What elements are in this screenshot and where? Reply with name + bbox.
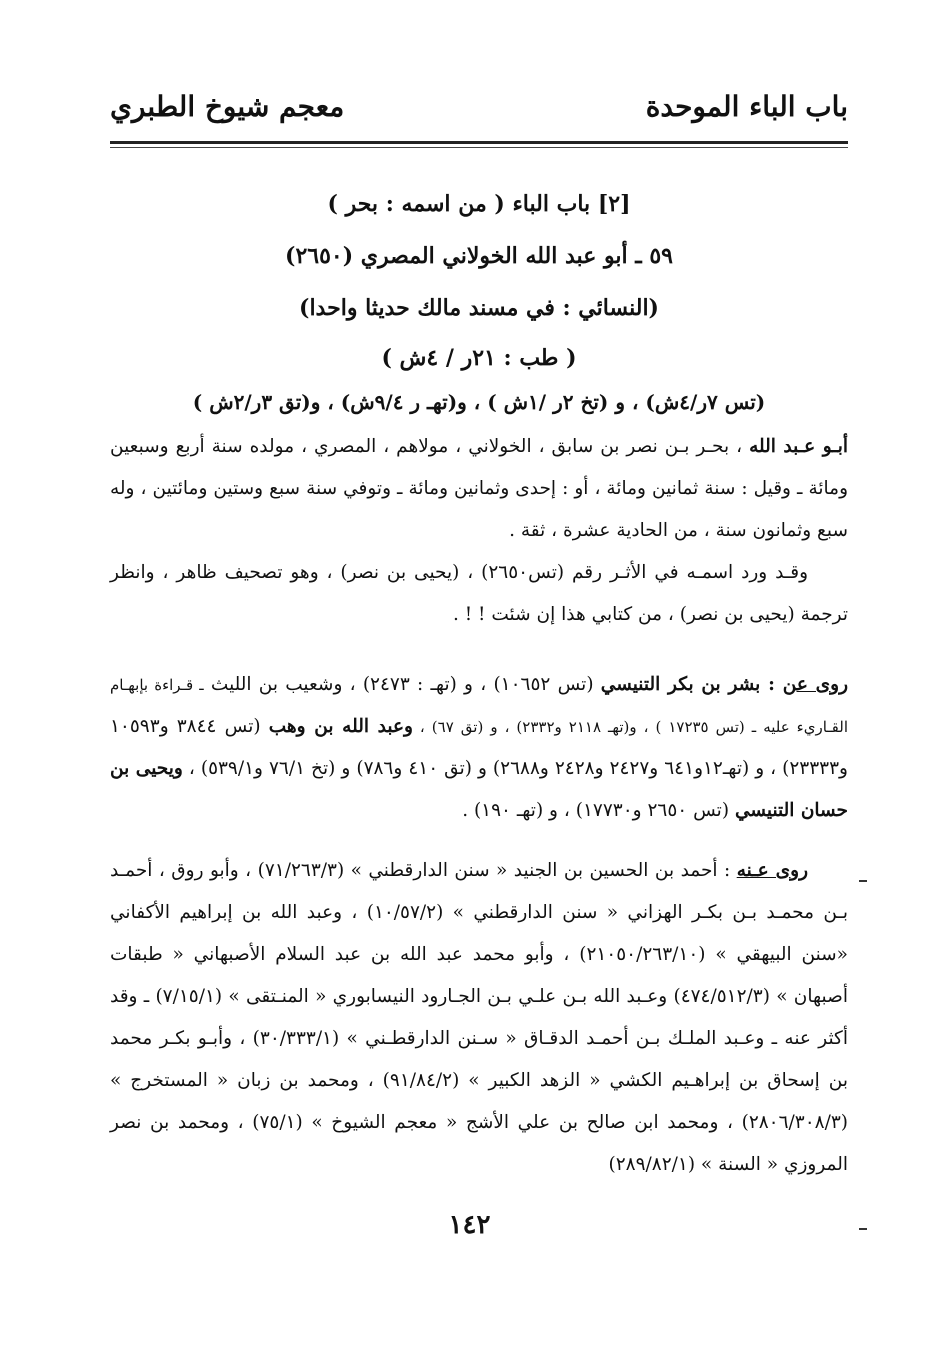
rawa-an-label: روى عن <box>782 674 849 695</box>
bio-text: ، بحـر بـن نصر بن سابق ، الخولاني ، مولاهم ، المصري ، مولده سنة أربع وسبعين ومائة ـ وقيل : سنة ثمانين ومائة ، أو : إحدى وثمانين ومائة ـ وتوفي سنة سبع وستين ومائتين ، وله سبع وثمانون سنة ، من الحادية عشرة ، ثقة . <box>110 436 848 541</box>
teacher-bishr: بشر بن بكر التنيسي <box>600 674 761 695</box>
rawa-anhu-text: : أحمد بن الحسين بن الجنيد « سنن الدارقطني » (٧١/٢٦٣/٣) ، وأبو روق ، أحمـد بـن محمـد بـن بكـر الهزاني « سنن الدارقطني » (١٠/٥٧/٢) ، وعبد الله بن إبراهيم الأكفاني «سنن البيهقي » (٢١٠٥٠/٢٦٣/١٠) ، وأبو محمد عبد الله بن عبد السلام الأصبهاني « طبقات أصبهان » (٤٧٤/٥١٢/٣) وعـبد الله بـن علـي بـن الجـارود النيسابوري « المنـتقى » (٧/١٥/١) ـ وقد أكثر عنه ـ وعـبد الملـك بـن أحمـد الدقـاق « سـنن الدارقطـني » (٣٠/٣٣٣/١) ، وأبـو بكـر محمد بن إسحاق بن إبراهـيم الكشي « الزهد الكبير » (٩١/٨٤/٢) ، ومحمد بن زبان « المستخرج » (٢٨٠٦/٣٠٨/٣) ، ومحمد ابن صالح بن علي الأشج « معجم الشيوخ » (٧٥/١) ، ومحمد بن نصر المروزي « السنة » (٢٨٩/٨٢/١) <box>110 860 848 1175</box>
teacher-ibn-wahb: وعبد الله بن وهب <box>268 716 413 737</box>
page-number: ١٤٢ <box>448 1210 491 1240</box>
nasai-note: (النسائي : في مسند مالك حديثا واحدا) <box>299 295 659 321</box>
header-book-title: معجم شيوخ الطبري <box>110 90 345 123</box>
bio-note: وقـد ورد اسمـه في الأثـر رقم (تس٢٦٥٠) ، (يحيى بن نصر) ، وهو تصحيف ظاهر ، وانظر ترجمة (يحيى بن نصر) ، من كتابي هذا إن شئت ! ! . <box>110 562 848 625</box>
rawa-an-text-1: (تس ١٠٦٥٢) ، و (تهـ : ٢٤٧٣) ، وشعيب بن الليث <box>210 674 601 695</box>
rawa-an-text-3: (تس ٣٨٤٤ و١٠٥٩٣ و٢٣٣٣٣) ، و (تهـ١٢و٦٤١ و٢٤٢٧ و٢٤٢٨ و٢٦٨٨) و (تق ٤١٠ و٧٨٦) و (تخ ٧٦/١ و٥٣٩/١) ، <box>110 716 848 779</box>
running-header <box>110 80 848 140</box>
entry-name: ٥٩ ـ أبو عبد الله الخولاني المصري (٢٦٥٠) <box>285 243 673 269</box>
teacher-yahya: ويحيى بن حسان التنيسي <box>110 758 848 821</box>
header-rule-thick <box>110 141 848 144</box>
rawa-an-section: روى عن : بشر بن بكر التنيسي (تس ١٠٦٥٢) ، و (تهـ : ٢٤٧٣) ، وشعيب بن الليث ـ قـراءة بإبهـام القـاريء عليه ـ (تس ١٧٢٣٥ ) ، و(تهـ ٢١١٨ و٢٣٣٢) ، و (تق ٦٧) ، وعبد الله بن وهب (تس ٣٨٤٤ و١٠٥٩٣ و٢٣٣٣٣) ، و (تهـ١٢و٦٤١ و٢٤٢٧ و٢٤٢٨ و٢٦٨٨) و (تق ٤١٠ و٧٨٦) و (تخ ٧٦/١ و٥٣٩/١) ، ويحيى بن حسان التنيسي (تس ٢٦٥٠ و١٧٧٣٠) ، و (تهـ ١٩٠) . <box>110 674 849 821</box>
rawa-anhu-label: روى عـنه <box>736 860 809 881</box>
rawa-an-text-4: (تس ٢٦٥٠ و١٧٧٣٠) ، و (تهـ ١٩٠) . <box>462 800 735 821</box>
biography <box>110 426 848 636</box>
bio-kunya: أبـو عـبد الله <box>749 436 848 457</box>
chapter-heading: [٢] باب الباء ( من اسمه : بحر ) <box>327 191 631 217</box>
rawa-an-text-2: ـ قـراءة بإبهـام القـاريء عليه ـ (تس ١٧٢٣٥ ) ، و(تهـ ٢١١٨ و٢٣٣٢) ، و (تق ٦٧) ، <box>110 676 849 736</box>
header-rule-thin <box>110 147 848 148</box>
source-refs: (تس ٧ر/٤ش) ، و (تخ ٢ر /١ش ) ، و(تهـ ر ٩/٤ش) ، و(تق ٣ر/٢ش ) <box>192 390 766 414</box>
tabari-ref: ( طب : ٢١ر / ٤ش ) <box>381 345 577 371</box>
scan-mark <box>859 1228 867 1230</box>
scan-mark <box>859 880 867 882</box>
header-chapter-title: باب الباء الموحدة <box>645 90 848 123</box>
rawa-anhu-section <box>110 850 848 1186</box>
